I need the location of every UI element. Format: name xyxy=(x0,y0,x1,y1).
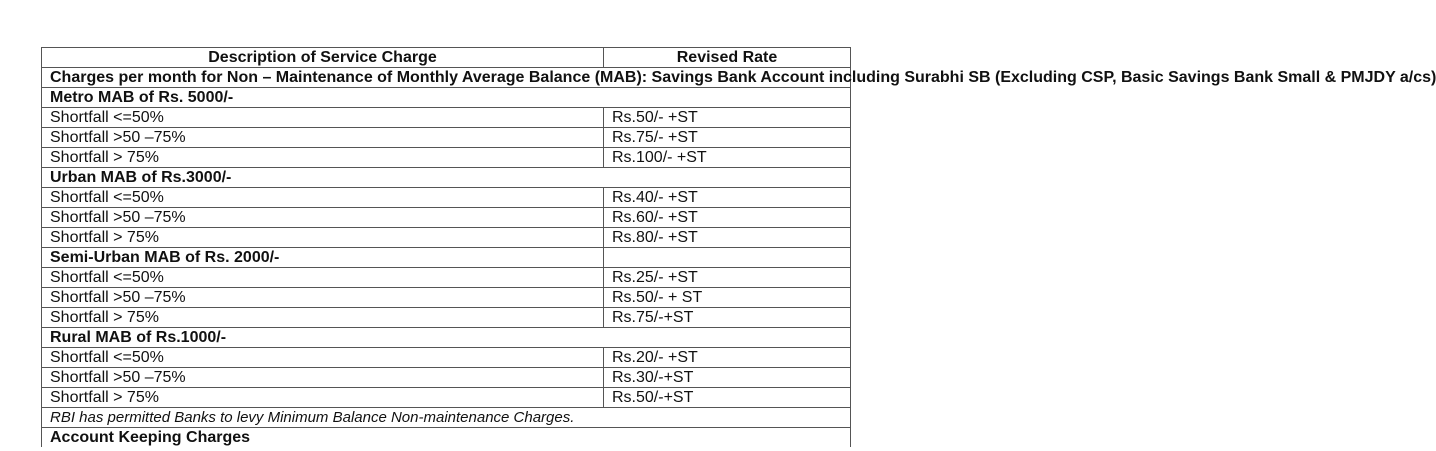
rate-value: Rs.60/- +ST xyxy=(604,208,851,228)
table-row xyxy=(42,268,851,288)
rate-value: Rs.30/-+ST xyxy=(604,368,851,388)
rate-value: Rs.50/-+ST xyxy=(604,388,851,408)
rate-value: Rs.50/- + ST xyxy=(604,288,851,308)
table-row xyxy=(42,228,851,248)
shortfall-label: Shortfall > 75% xyxy=(42,228,604,248)
shortfall-label: Shortfall > 75% xyxy=(42,388,604,408)
rate-value: Rs.75/-+ST xyxy=(604,308,851,328)
section-row-rural xyxy=(42,328,851,348)
service-charges-table xyxy=(41,47,1436,447)
shortfall-label: Shortfall > 75% xyxy=(42,148,604,168)
header-revised-rate: Revised Rate xyxy=(604,48,851,68)
shortfall-label: Shortfall >50 –75% xyxy=(42,288,604,308)
table-row xyxy=(42,388,851,408)
table-row xyxy=(42,288,851,308)
table-header-row xyxy=(42,48,851,68)
cut-off-section-title: Account Keeping Charges xyxy=(42,428,851,448)
rbi-note: RBI has permitted Banks to levy Minimum Balance Non-maintenance Charges. xyxy=(42,408,851,428)
table-row xyxy=(42,108,851,128)
header-description: Description of Service Charge xyxy=(42,48,604,68)
rate-value: Rs.25/- +ST xyxy=(604,268,851,288)
section-row-urban xyxy=(42,168,851,188)
note-row xyxy=(42,408,851,428)
rate-value: Rs.80/- +ST xyxy=(604,228,851,248)
section-title: Metro MAB of Rs. 5000/- xyxy=(42,88,851,108)
rate-value: Rs.20/- +ST xyxy=(604,348,851,368)
table-row xyxy=(42,348,851,368)
shortfall-label: Shortfall <=50% xyxy=(42,188,604,208)
group-description: Charges per month for Non – Maintenance of Monthly Average Balance (MAB): Savings Bank Account including Surabhi SB (Excluding CSP, Basic Savings Bank Small & PMJDY a/cs) xyxy=(42,68,851,88)
table-row xyxy=(42,208,851,228)
shortfall-label: Shortfall >50 –75% xyxy=(42,128,604,148)
section-title: Rural MAB of Rs.1000/- xyxy=(42,328,851,348)
group-description-row xyxy=(42,68,851,88)
table-row xyxy=(42,148,851,168)
shortfall-label: Shortfall <=50% xyxy=(42,108,604,128)
empty-rate-cell xyxy=(604,248,851,268)
shortfall-label: Shortfall >50 –75% xyxy=(42,368,604,388)
rate-value: Rs.75/- +ST xyxy=(604,128,851,148)
shortfall-label: Shortfall > 75% xyxy=(42,308,604,328)
shortfall-label: Shortfall <=50% xyxy=(42,348,604,368)
section-title: Urban MAB of Rs.3000/- xyxy=(42,168,851,188)
rate-value: Rs.40/- +ST xyxy=(604,188,851,208)
shortfall-label: Shortfall >50 –75% xyxy=(42,208,604,228)
table-row xyxy=(42,128,851,148)
shortfall-label: Shortfall <=50% xyxy=(42,268,604,288)
table-row xyxy=(42,308,851,328)
rate-value: Rs.100/- +ST xyxy=(604,148,851,168)
section-row-metro xyxy=(42,88,851,108)
section-title: Semi-Urban MAB of Rs. 2000/- xyxy=(42,248,604,268)
table-row xyxy=(42,368,851,388)
table-row xyxy=(42,188,851,208)
rate-value: Rs.50/- +ST xyxy=(604,108,851,128)
cut-off-row xyxy=(42,428,851,448)
section-row-semi-urban xyxy=(42,248,851,268)
